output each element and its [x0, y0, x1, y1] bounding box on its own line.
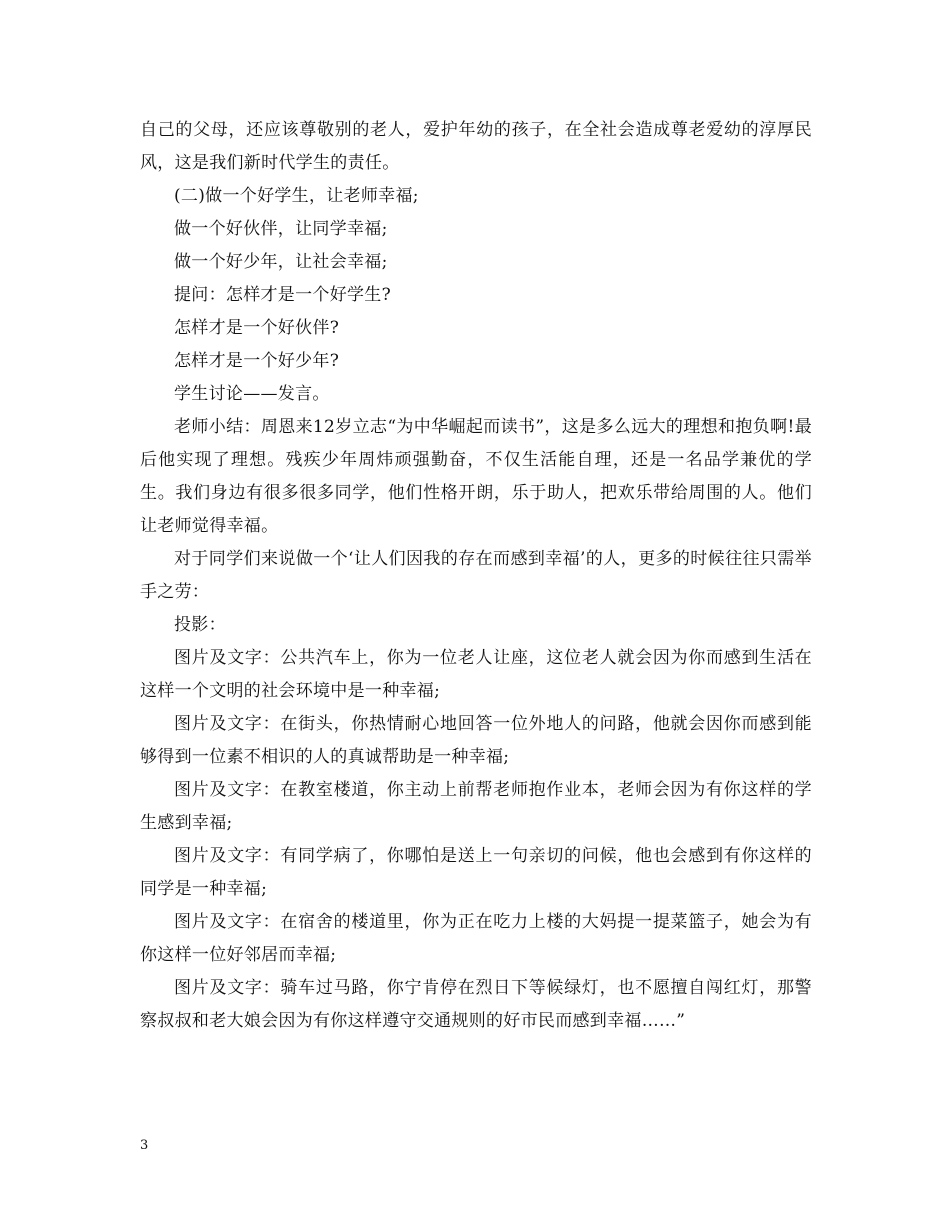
paragraph: 对于同学们来说做一个‘让人们因我的存在而感到幸福’的人，更多的时候往往只需举手之劳： — [140, 549, 812, 602]
paragraph: 做一个好少年，让社会幸福; — [174, 252, 388, 272]
paragraph: (二)做一个好学生，让老师幸福; — [174, 186, 419, 206]
paragraph: 自己的父母，还应该尊敬别的老人，爱护年幼的孩子，在全社会造成尊老爱幼的淳厚民风，这是我们新时代学生的责任。 — [140, 120, 812, 173]
paragraph: 怎样才是一个好少年? — [174, 351, 340, 371]
page-number: 3 — [140, 1138, 149, 1153]
paragraph: 图片及文字：在宿舍的楼道里，你为正在吃力上楼的大妈提一提菜篮子，她会为有你这样一位好邻居而幸福; — [140, 912, 812, 965]
paragraph: 提问：怎样才是一个好学生? — [174, 285, 392, 305]
paragraph: 图片及文字：骑车过马路，你宁肯停在烈日下等候绿灯，也不愿擅自闯红灯，那警察叔叔和老大娘会因为有你这样遵守交通规则的好市民而感到幸福……” — [140, 978, 812, 1031]
paragraph: 图片及文字：有同学病了，你哪怕是送上一句亲切的问候，他也会感到有你这样的同学是一种幸福; — [140, 846, 812, 899]
paragraph: 投影： — [174, 615, 226, 635]
paragraph: 老师小结：周恩来12岁立志“为中华崛起而读书”，这是多么远大的理想和抱负啊!最后他实现了理想。残疾少年周炜顽强勤奋，不仅生活能自理，还是一名品学兼优的学生。我们身边有很多很多同学，他们性格开朗，乐于助人，把欢乐带给周围的人。他们让老师觉得幸福。 — [140, 417, 812, 536]
paragraph: 学生讨论——发言。 — [174, 384, 330, 404]
paragraph: 怎样才是一个好伙伴? — [174, 318, 340, 338]
document-body — [140, 114, 812, 1038]
paragraph: 图片及文字：在街头，你热情耐心地回答一位外地人的问路，他就会因你而感到能够得到一位素不相识的人的真诚帮助是一种幸福; — [140, 714, 812, 767]
paragraph: 图片及文字：公共汽车上，你为一位老人让座，这位老人就会因为你而感到生活在这样一个文明的社会环境中是一种幸福; — [140, 648, 812, 701]
paragraph: 图片及文字：在教室楼道，你主动上前帮老师抱作业本，老师会因为有你这样的学生感到幸福; — [140, 780, 812, 833]
paragraph: 做一个好伙伴，让同学幸福; — [174, 219, 388, 239]
